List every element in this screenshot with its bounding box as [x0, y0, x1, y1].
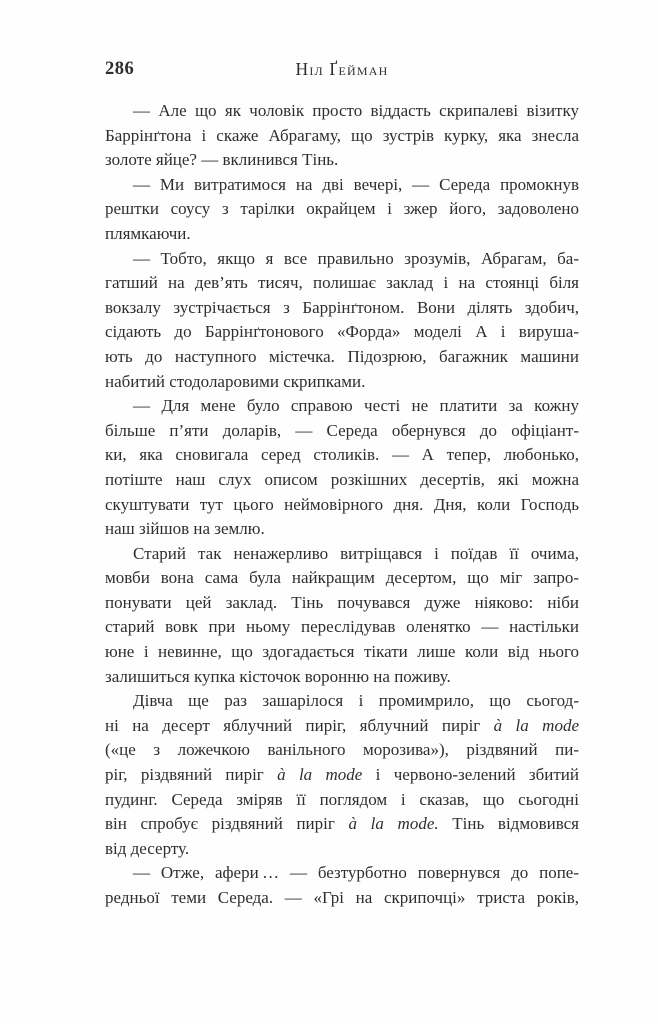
text-segment: ні на десерт яблучний пиріг, яблучний пиріг: [105, 715, 494, 735]
text-segment: сідають до Баррінґтонового «Форда» моделі А і вируша-: [105, 322, 579, 342]
text-segment: — Тобто, якщо я все правильно зрозумів, Абрагам, ба-: [133, 248, 579, 268]
text-segment: Дівча ще раз зашарілося і промимрило, що сьогод-: [133, 691, 579, 711]
text-segment: потіште наш слух описом розкішних десертів, які можна: [105, 469, 579, 489]
text-segment: мовби вона сама була найкращим десертом, що міг запро-: [105, 568, 579, 588]
text-line: [105, 689, 579, 714]
running-head-author: Ніл Ґейман: [295, 59, 389, 79]
page-number: 286: [105, 59, 135, 79]
text-segment: вокзалу зустрічається з Баррінґтоном. Вони ділять здобич,: [105, 297, 579, 317]
text-segment: Тінь відмовився: [438, 814, 579, 834]
text-line: [105, 320, 579, 345]
page-header: [105, 59, 579, 83]
text-line: [105, 345, 579, 370]
paragraph: [105, 173, 579, 247]
text-line: [105, 665, 579, 690]
text-segment: редньої теми Середа. — «Грі на скрипочці» триста років,: [105, 888, 579, 907]
italic-phrase: à la mode.: [348, 814, 439, 834]
text-line: [105, 124, 579, 149]
text-segment: наш зійшов на землю.: [105, 519, 265, 539]
text-line: [105, 419, 579, 444]
text-segment: плямкаючи.: [105, 223, 191, 243]
text-line: [105, 148, 579, 173]
text-line: [105, 615, 579, 640]
text-line: [105, 886, 579, 911]
text-line: [105, 788, 579, 813]
paragraph: [105, 542, 579, 690]
text-segment: рештки соусу з тарілки окрайцем і зжер його, задоволено: [105, 199, 579, 219]
text-line: [105, 738, 579, 763]
text-line: [105, 861, 579, 886]
text-segment: ріг, різдвяний пиріг: [105, 765, 278, 785]
paragraph: [105, 861, 579, 910]
text-segment: Баррінґтона і скаже Абрагаму, що зустрів курку, яка знесла: [105, 125, 579, 145]
text-segment: — Для мене було справою честі не платити за кожну: [133, 396, 579, 416]
text-segment: пудинг. Середа зміряв її поглядом і сказав, що сьогодні: [105, 789, 579, 809]
text-line: [105, 271, 579, 296]
text-segment: залишиться купка кісточок воронню на поживу.: [105, 666, 451, 686]
text-segment: понувати цей заклад. Тінь почувався дуже ніяково: ніби: [105, 592, 579, 612]
text-line: [105, 837, 579, 862]
text-line: [105, 591, 579, 616]
text-line: [105, 714, 579, 739]
text-line: [105, 763, 579, 788]
text-line: [105, 394, 579, 419]
page-text: [105, 99, 579, 911]
italic-phrase: à la mode: [277, 765, 363, 785]
italic-phrase: à la mode: [493, 715, 579, 735]
paragraph: [105, 394, 579, 542]
text-segment: — Ми витратимося на дві вечері, — Середа промокнув: [133, 174, 579, 194]
text-line: [105, 517, 579, 542]
paragraph: [105, 247, 579, 395]
text-line: [105, 222, 579, 247]
text-segment: старий вовк при ньому переслідував оленятко — настільки: [105, 617, 579, 637]
text-line: [105, 173, 579, 198]
text-line: [105, 542, 579, 567]
text-line: [105, 247, 579, 272]
text-line: [105, 640, 579, 665]
text-segment: і червоно-зелений збитий: [362, 765, 579, 785]
text-segment: гатший на дев’ять тисяч, полишає заклад і на стоянці біля: [105, 273, 579, 293]
text-segment: більше п’яти доларів, — Середа обернувся до офіціант-: [105, 420, 579, 440]
text-line: [105, 197, 579, 222]
text-line: [105, 566, 579, 591]
text-line: [105, 370, 579, 395]
paragraph: [105, 689, 579, 861]
text-line: [105, 812, 579, 837]
text-segment: він спробує різдвяний пиріг: [105, 814, 349, 834]
text-line: [105, 493, 579, 518]
text-segment: ки, яка сновигала серед столиків. — А тепер, любонько,: [105, 445, 579, 465]
text-line: [105, 468, 579, 493]
text-line: [105, 99, 579, 124]
text-segment: ють до наступного містечка. Підозрюю, багажник машини: [105, 346, 579, 366]
paragraph: [105, 99, 579, 173]
text-segment: золоте яйце? — вклинився Тінь.: [105, 150, 339, 170]
text-segment: набитий стодоларовими скрипками.: [105, 371, 366, 391]
text-segment: скуштувати тут цього неймовірного дня. Дня, коли Господь: [105, 494, 579, 514]
text-segment: («це з ложечкою ванільного морозива»), різдвяний пи-: [105, 740, 579, 760]
text-segment: юне і невинне, що здогадається тікати лише коли від нього: [105, 642, 579, 662]
text-segment: Старий так ненажерливо витріщався і поїдав її очима,: [133, 543, 579, 563]
text-segment: — Але що як чоловік просто віддасть скрипалеві візитку: [133, 101, 579, 120]
text-segment: — Отже, афери … — безтурботно повернувся до попе-: [133, 863, 579, 883]
text-line: [105, 296, 579, 321]
text-segment: від десерту.: [105, 838, 190, 858]
text-line: [105, 443, 579, 468]
